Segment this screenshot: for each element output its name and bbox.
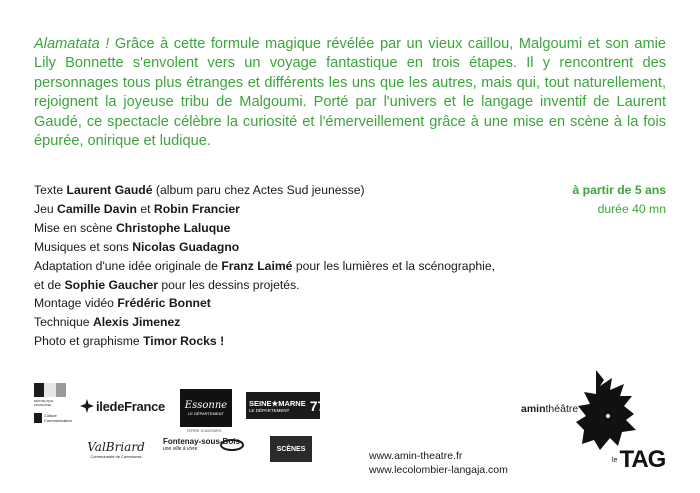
credit-name: Alexis Jimenez [92, 315, 181, 330]
duration-label: durée 40 mn [597, 201, 666, 216]
seine-marne-text [246, 399, 306, 413]
seine-marne-number: 77 [309, 397, 326, 414]
seine-marne-title: SEINE★MARNE [249, 398, 306, 408]
scenes-logo [270, 436, 312, 462]
credit-line [34, 332, 554, 351]
marianne-icon [34, 383, 68, 399]
credit-line [34, 294, 554, 313]
credit-name: Frédéric Bonnet [117, 296, 211, 311]
credit-line [34, 181, 554, 200]
credit-role: Texte [34, 183, 67, 197]
iledefrance-logo [80, 396, 165, 416]
ministere-culture-text: Culture Communication [44, 413, 72, 423]
tag-le: le [612, 456, 618, 464]
credit-line [34, 276, 554, 295]
credit-name: Franz Laimé [221, 258, 293, 273]
fontenay-swirl-icon [219, 437, 245, 453]
creature-icon [574, 366, 644, 454]
credit-name: Camille Davin [57, 201, 137, 216]
seine-marne-logo [246, 392, 326, 419]
credit-role: Technique [34, 315, 93, 330]
age-duration-block [573, 181, 666, 219]
credit-role: Musiques et sons [34, 239, 133, 254]
ministere-culture-logo [34, 383, 72, 427]
culture-square-icon [34, 413, 42, 423]
age-label: à partir de 5 ans [572, 183, 666, 197]
intro-italic: Alamatata ! [34, 36, 110, 52]
iledefrance-text: iledeFrance [96, 398, 165, 414]
ministere-culture-row [34, 413, 72, 423]
credit-role: Montage vidéo [34, 296, 118, 311]
ministere-republique: RÉPUBLIQUE FRANÇAISE [34, 399, 54, 407]
credit-line [34, 219, 554, 238]
credits-list [34, 181, 554, 351]
amin-regular: théâtre [545, 403, 579, 415]
valbriard-logo [84, 436, 148, 462]
essonne-title: Essonne [184, 400, 228, 411]
credit-note: pour les lumières et la scénographie, [292, 258, 496, 273]
url-colombier[interactable]: www.lecolombier-langaja.com [369, 464, 508, 476]
credit-line [34, 313, 554, 332]
valbriard-text: ValBriard [87, 439, 145, 454]
url-amin[interactable]: www.amin-theatre.fr [369, 450, 463, 462]
valbriard-sub: Communauté de Communes [90, 453, 142, 459]
fontenay-sub: une ville à vivre [163, 445, 198, 452]
credit-name: Sophie Gaucher [64, 277, 158, 292]
tag-text: TAG [619, 446, 666, 473]
credit-note: (album paru chez Actes Sud jeunesse) [152, 183, 365, 197]
credit-line [34, 200, 554, 219]
credit-name: Nicolas Guadagno [132, 239, 240, 254]
essonne-sub: LE DÉPARTEMENT [188, 411, 224, 416]
tag-logo [612, 446, 665, 474]
credit-line [34, 257, 554, 276]
essonne-tagline: TERRE D'AVENIRS [186, 428, 222, 433]
credit-role: Adaptation d'une idée originale de [34, 258, 222, 273]
essonne-logo [180, 389, 232, 427]
urls-block [369, 449, 508, 477]
amin-theatre-logo [521, 403, 578, 415]
credit-name: Robin Francier [153, 201, 240, 216]
scenes-text: SCÈNES [276, 445, 306, 453]
credit-note: pour les dessins projetés. [157, 277, 300, 292]
amin-bold: amin [521, 403, 546, 415]
credit-line [34, 238, 554, 257]
credit-role: Mise en scène [34, 220, 116, 235]
fontenay-text: Fontenay-sous-Bois [163, 436, 240, 446]
credit-name: Christophe Laluque [115, 220, 231, 235]
credit-role: Jeu [34, 201, 58, 216]
intro-paragraph [34, 35, 666, 151]
intro-text: Grâce à cette formule magique révélée par un vieux caillou, Malgoumi et son amie Lily Bonnette s'envolent vers un voyage fantastique en trois étapes. Il y rencontrent des personnages tous plus étranges et différents les uns que les autres, mais qui, tout naturellement, rejoignent la joyeuse tribu de Malgoumi. Porté par l'univers et le langage inventif de Laurent Gaudé, ce spectacle célèbre la curiosité et l'émerveillement grâce à une mise en scène à la fois épurée, onirique et ludique. [34, 36, 667, 150]
credit-name: Timor Rocks ! [143, 334, 225, 349]
star-icon [80, 399, 94, 413]
credit-role: et de [34, 277, 65, 292]
credit-name: Laurent Gaudé [66, 183, 153, 197]
credit-role: Photo et graphisme [34, 334, 144, 349]
seine-marne-sub: LE DÉPARTEMENT [249, 407, 290, 413]
credit-note: et [136, 201, 154, 216]
